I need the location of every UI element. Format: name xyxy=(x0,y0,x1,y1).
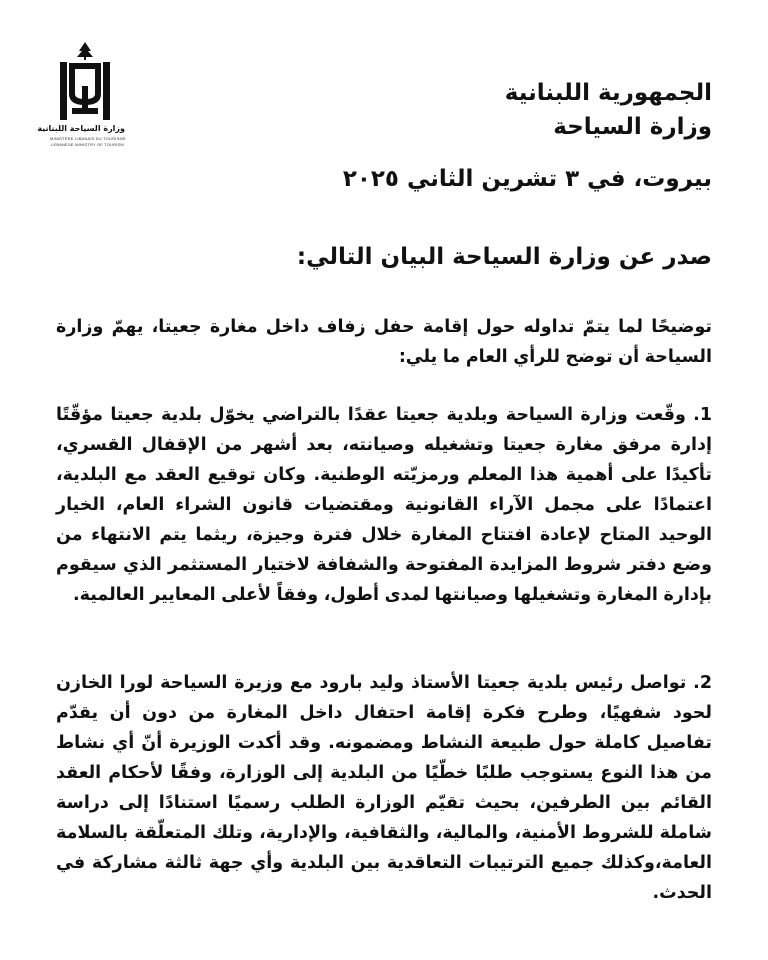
intro-paragraph: توضيحًا لما يتمّ تداوله حول إقامة حفل زفاف داخل مغارة جعيتا، يهمّ وزارة السياحة أن توضح للرأي العام ما يلي: xyxy=(56,317,712,367)
point-1-paragraph: 1. وقّعت وزارة السياحة وبلدية جعيتا عقدًا بالتراضي يخوّل بلدية جعيتا مؤقّتًا إدارة مرفق مغارة جعيتا وتشغيله وصيانته، بعد أشهر من الإقفال القسري، تأكيدًا على أهمية هذا المعلم ورمزيّته الوطنية. وكان توقيع العقد مع البلدية، اعتمادًا على مجمل الآراء القانونية ومقتضيات قانون الشراء العام، الخيار الوحيد المتاح لإعادة افتتاح المغارة خلال فترة وجيزة، ريثما يتم الانتهاء من وضع دفتر شروط المزايدة المفتوحة والشفافة لاختيار المستثمر الذي سيقوم بإدارة المغارة وتشغيلها وصيانتها لمدى أطول، وفقاً لأعلى المعايير العالمية. xyxy=(56,405,712,605)
cedar-monogram-icon xyxy=(58,42,112,122)
statement-heading: صدر عن وزارة السياحة البيان التالي: xyxy=(296,244,712,270)
header-ministry: وزارة السياحة xyxy=(553,114,712,140)
logo-name-french: MINISTÈRE LIBANAIS DU TOURISME xyxy=(50,136,126,141)
logo-name-arabic: وزارة السياحة اللبنانية xyxy=(37,124,125,133)
logo-name-english: LEBANESE MINISTRY OF TOURISM xyxy=(51,142,124,147)
header-republic: الجمهورية اللبنانية xyxy=(504,80,712,106)
ministry-logo xyxy=(37,42,126,157)
point-2-paragraph: 2. تواصل رئيس بلدية جعيتا الأستاذ وليد بارود مع وزيرة السياحة لورا الخازن لحود شفهيًا، وطرح فكرة إقامة احتفال داخل المغارة من دون أن يقدّم تفاصيل كاملة حول طبيعة النشاط ومضمونه. وقد أكدت الوزيرة أنّ أي نشاط من هذا النوع يستوجب طلبًا خطّيًا من البلدية إلى الوزارة، وفقًا لأحكام العقد القائم بين الطرفين، بحيث تقيّم الوزارة الطلب رسميًا استنادًا إلى دراسة شاملة للشروط الأمنية، والمالية، والثقافية، والإدارية، وتلك المتعلّقة بالسلامة العامة،وكذلك جميع الترتيبات التعاقدية بين البلدية وأي جهة ثالثة مشاركة في الحدث. xyxy=(56,673,712,903)
date-line: بيروت، في ٣ تشرين الثاني ٢٠٢٥ xyxy=(342,166,712,192)
